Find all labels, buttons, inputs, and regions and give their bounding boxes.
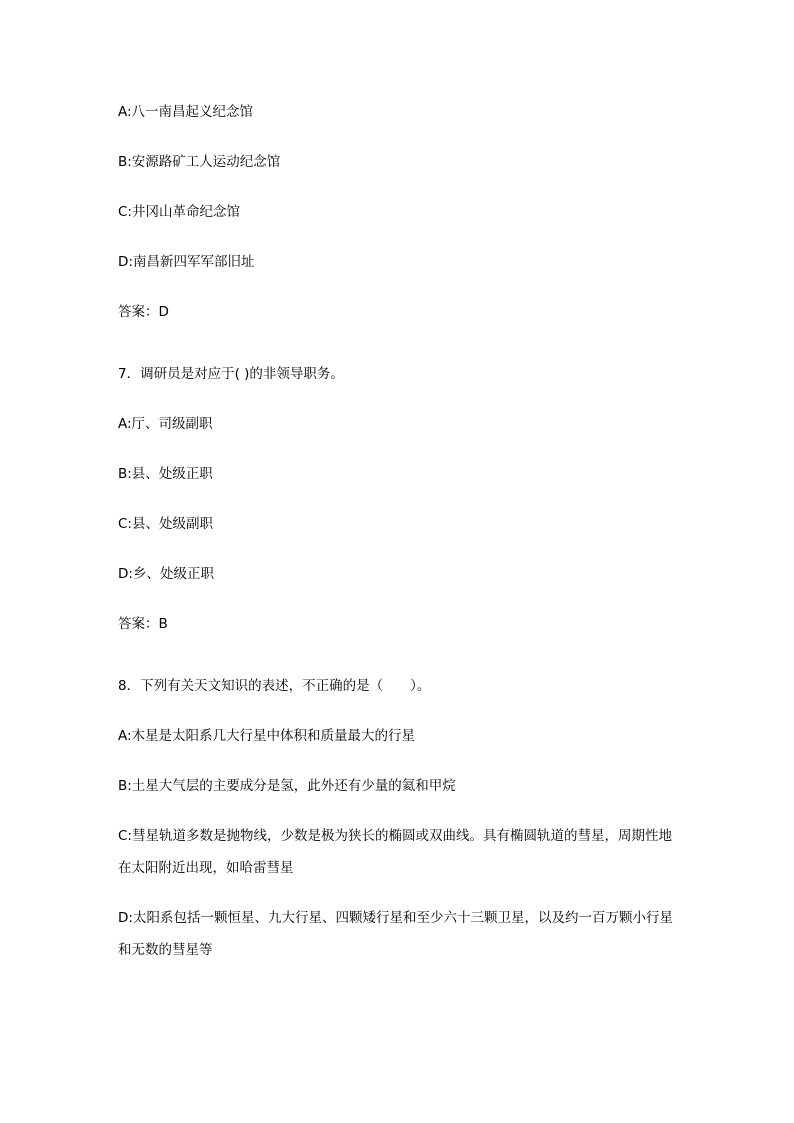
q6-option-b: B:安源路矿工人运动纪念馆 (118, 154, 281, 170)
q7-option-a: A:厅、司级副职 (118, 416, 213, 432)
q8-option-d: D:太阳系包括一颗恒星、九大行星、四颗矮行星和至少六十三颗卫星，以及约一百万颗小行星和无数的彗星等 (118, 910, 673, 958)
q7-option-b: B:县、处级正职 (118, 466, 213, 482)
q8-option-a: A:木星是太阳系几大行星中体积和质量最大的行星 (118, 728, 416, 744)
q6-option-d: D:南昌新四军军部旧址 (118, 254, 255, 270)
q6-option-c: C:井冈山革命纪念馆 (118, 204, 240, 220)
q7-option-d: D:乡、处级正职 (118, 566, 214, 582)
q8-option-b: B:土星大气层的主要成分是氢，此外还有少量的氦和甲烷 (118, 778, 456, 794)
q8-option-c: C:彗星轨道多数是抛物线，少数是极为狭长的椭圆或双曲线。具有椭圆轨道的彗星，周期性地在太阳附近出现，如哈雷彗星 (118, 828, 672, 876)
q8-question: 8．下列有关天文知识的表述，不正确的是（ ）。 (118, 678, 431, 694)
q6-option-a: A:八一南昌起义纪念馆 (118, 104, 254, 120)
q6-answer: 答案：D (118, 304, 169, 320)
q7-question: 7．调研员是对应于( )的非领导职务。 (118, 366, 344, 382)
q7-option-c: C:县、处级副职 (118, 516, 213, 532)
q7-answer: 答案：B (118, 616, 168, 632)
